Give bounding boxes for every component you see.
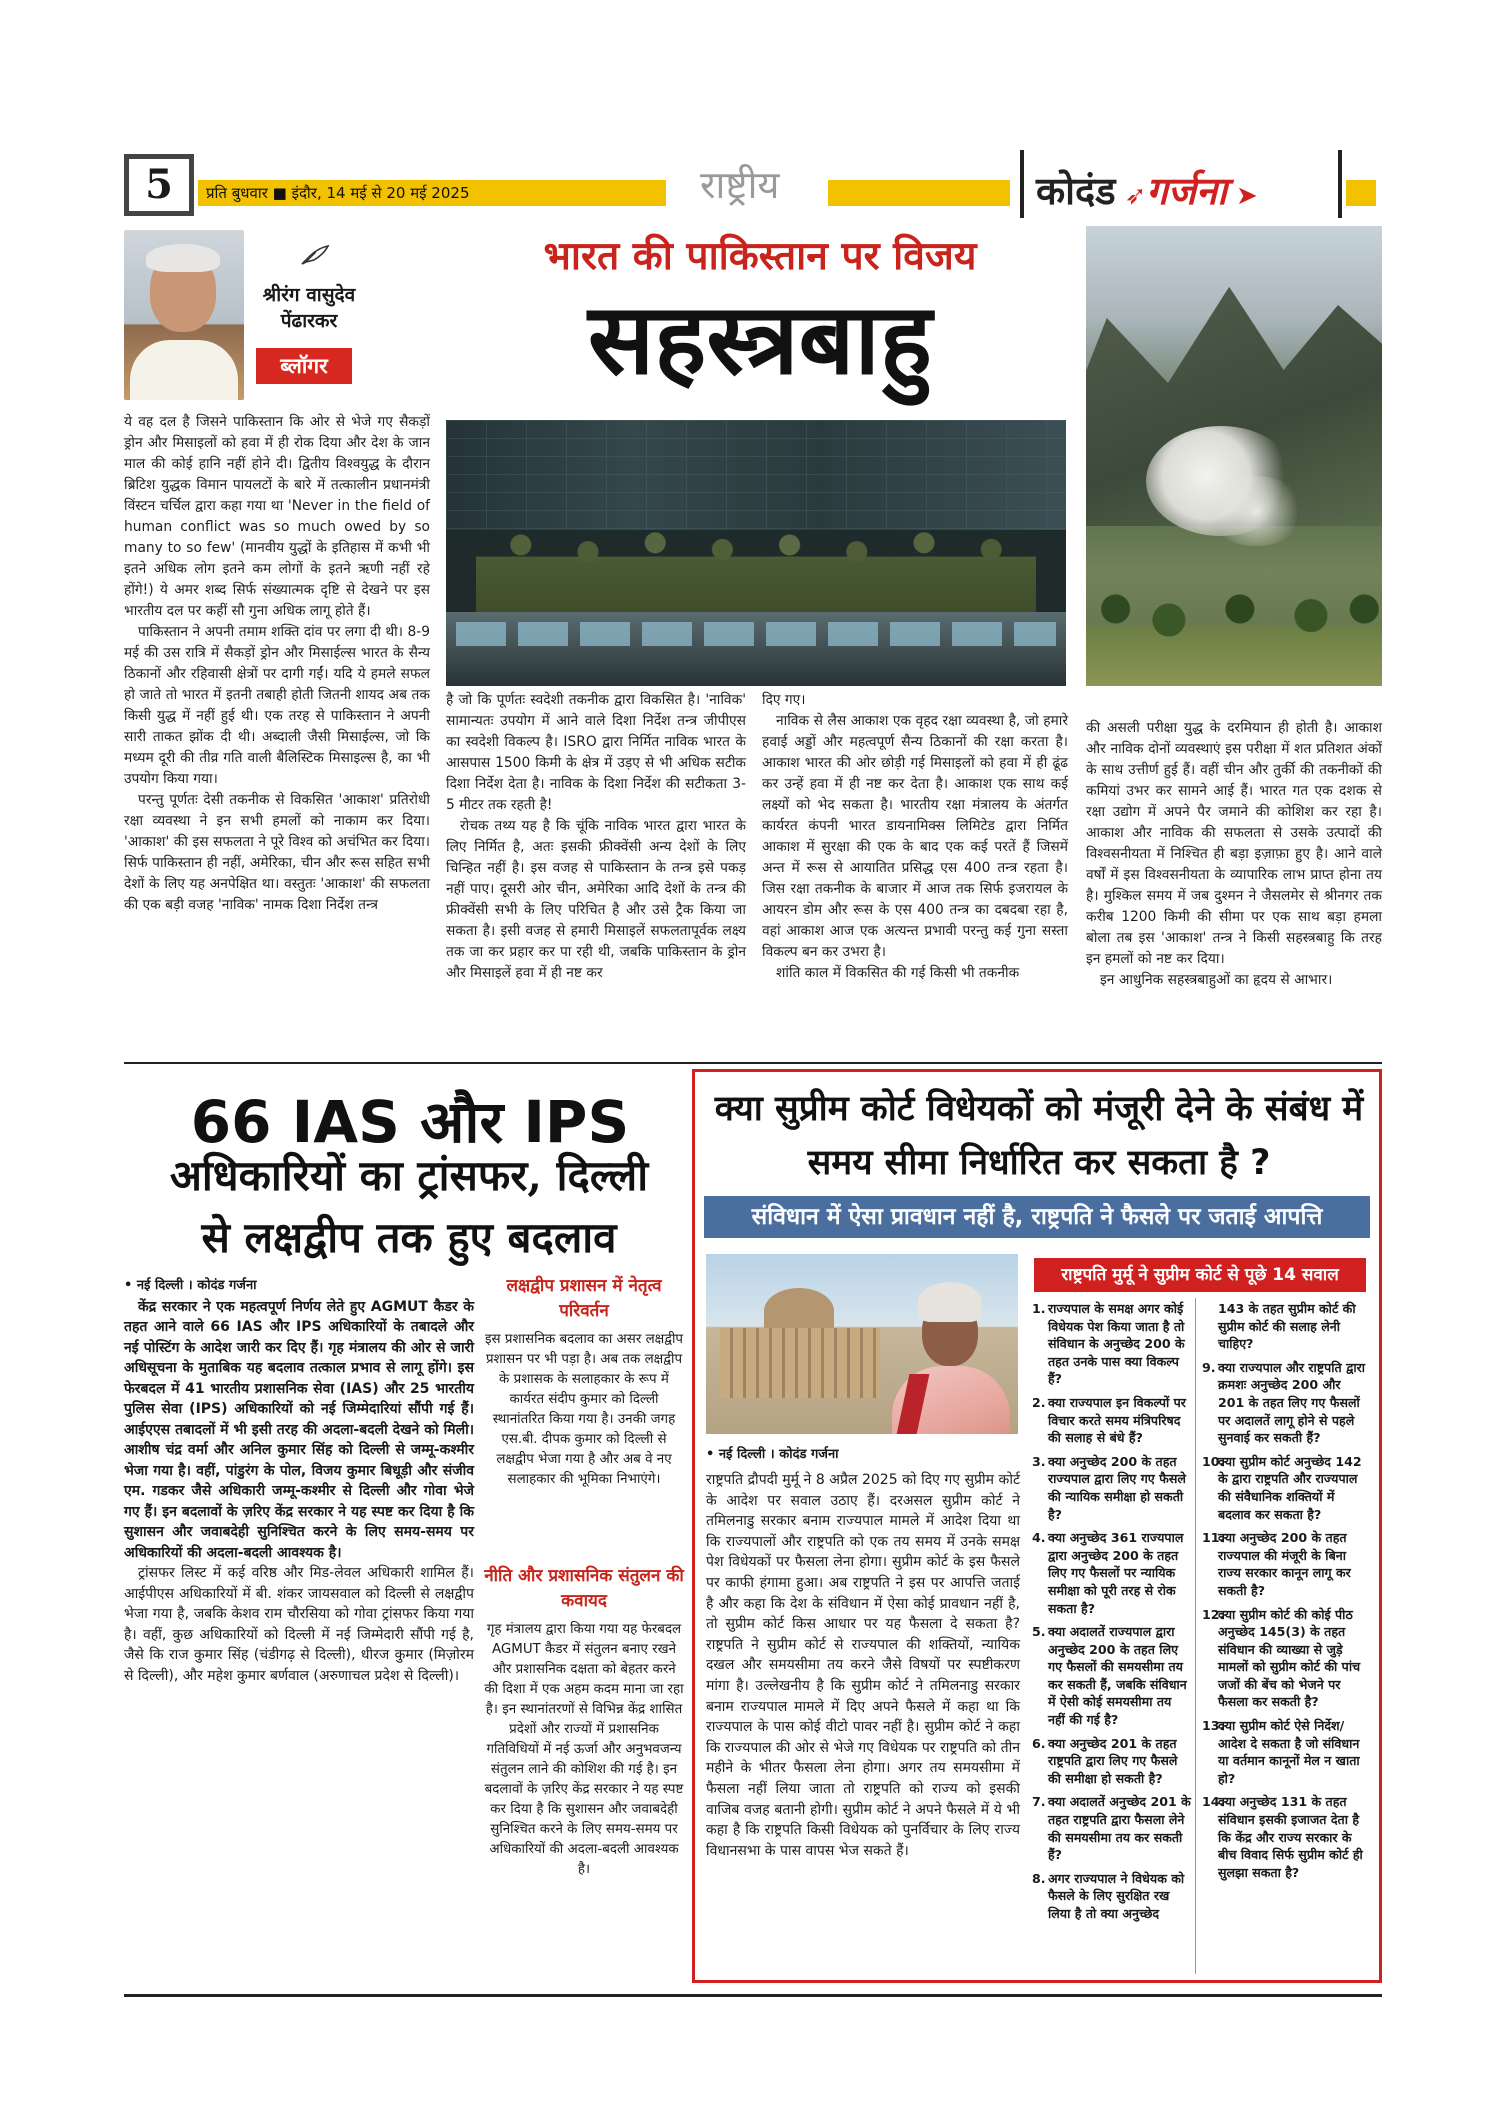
ias-lead: केंद्र सरकार ने एक महत्वपूर्ण निर्णय लेते हुए AGMUT कैडर के तहत आने वाले 66 IAS और IPS अधिकारियों के तबादले और नई पोस्टिंग के आदेश जारी कर दिए हैं। गृह मंत्रालय की ओर से जारी अधिसूचना के मुताबिक यह बदलाव तत्काल प्रभाव से लागू होंगे। इस फेरबदल में 41 भारतीय प्रशासनिक सेवा (IAS) और 25 भारतीय पुलिस सेवा (IPS) अधिकारियों को नई जिम्मेदारियां सौंपी गई हैं। आईएएस तबादलों में भी इसी तरह की अदला-बदली देखने को मिली। आशीष चंद्र वर्मा और अनिल कुमार सिंह को दिल्ली से जम्मू-कश्मीर भेजा गया है। वहीं, पांडुरंग के पोल, विजय कुमार बिधूड़ी और संजीव एम. गडकर जैसे अधिकारी जम्मू-कश्मीर से दिल्ली और गोवा भेजे गए हैं। इन बदलावों के ज़रिए केंद्र सरकार ने यह स्पष्ट कर दिया है कि सुशासन और जवाबदेही सुनिश्चित करने के लिए समय-समय पर अधिकारियों की अदला-बदली आवश्यक है।	[124, 1298, 474, 1561]
paragraph: पाकिस्तान ने अपनी तमाम शक्ति दांव पर लगा दी थी। 8-9 मई की उस रात्रि में सैकड़ों ड्रोन और मिसाईल्स भारत के सैन्य ठिकानों और रहिवासी क्षेत्रों पर दागी गईं। यदि ये हमले सफल हो जाते तो भारत में इतनी तबाही होती जितनी शायद अब तक किसी युद्ध में नहीं हुई थी। एक तरह से पाकिस्तान ने अपनी सारी ताकत झोंक दी थी। अब्दाली जैसी मिसाईल्स, जो कि मध्यम दूरी की तीव्र गति वाली बैलिस्टिक मिसाइल्स है, का भी उपयोग किया गया।	[124, 624, 430, 787]
section-bar	[828, 180, 1010, 206]
arrow-icon: ➶	[1115, 181, 1147, 211]
paragraph: नाविक से लैस आकाश एक वृहद रक्षा व्यवस्था है, जो हमारे हवाई अड्डों और महत्वपूर्ण सैन्य ठिकानों की रक्षा करता है। आकाश भारत की ओर छोड़ी गई मिसाइलों को हवा में ही ढूंढ कर उन्हें हवा में ही नष्ट कर देता है। आकाश एक साथ कई लक्ष्यों को भेद सकता है। भारतीय रक्षा मंत्रालय के अंतर्गत कार्यरत कंपनी भारत डायनामिक्स लिमिटेड द्वारा निर्मित आकाश में सुरक्षा की एक के बाद एक कई परतें हैं जिसमें अन्त में रूस से आयातित प्रसिद्ध एस 400 तन्त्र रहता है। जिस रक्षा तकनीक के बाजार में आज तक सिर्फ इजरायल के आयरन डोम और रूस के एस 400 तन्त्र का दबदबा रहा है, वहां आकाश आज एक अत्यन्त प्रभावी परन्तु कई गुना सस्ता विकल्प बन कर उभरा है।	[762, 713, 1068, 960]
paragraph: परन्तु पूर्णतः देसी तकनीक से विकसित 'आकाश' प्रतिरोधी रक्षा व्यवस्था ने इन सभी हमलों को नाकाम कर दिया। 'आकाश' की इस सफलता ने पूरे विश्व को अचंभित कर दिया। सिर्फ पाकिस्तान ही नहीं, अमेरिका, चीन और रूस सहित सभी देशों के लिए यह अनपेक्षित था। वस्तुतः 'आकाश' की सफलता की एक बड़ी वजह 'नाविक' नामक दिशा निर्देश तन्त्र	[124, 792, 430, 913]
sc-headline: क्या सुप्रीम कोर्ट विधेयकों को मंजूरी देने के संबंध में समय सीमा निर्धारित कर सकता है ?	[714, 1089, 1364, 1183]
paragraph: ये वह दल है जिसने पाकिस्तान कि ओर से भेजे गए सैकड़ों ड्रोन और मिसाइलों को हवा में ही रोक दिया और देश के जान माल की कोई हानि नहीं होने दी। द्वितीय विश्वयुद्ध के दौरान ब्रिटिश युद्धक विमान पायलटों के बारे में तत्कालीन प्रधानमंत्री विंस्टन चर्चिल द्वारा कहा गया था 'Never in the field of human conflict was so much owed by so many to so few' (मानवीय युद्धों के इतिहास में कभी भी इतने अधिक लोग इतने कम लोगों के इतने ऋणी नहीं रहे होंगे!) ये अमर शब्द सिर्फ संख्यात्मक दृष्टि से देखने पर इस भारतीय दल पर कहीं सौ गुना अधिक लागू होते हैं।	[124, 414, 430, 619]
questions-divider	[1195, 1298, 1196, 1974]
ias-paragraph: ट्रांसफर लिस्ट में कई वरिष्ठ और मिड-लेवल अधिकारी शामिल हैं। आईपीएस अधिकारियों में बी. शंकर जायसवाल को दिल्ली से लक्षद्वीप भेजा गया है, जबकि केशव राम चौरसिया को गोवा ट्रांसफर किया गया है। वहीं, कुछ अधिकारियों को दिल्ली में नई जिम्मेदारी सौंपी गई है, जैसे कि राज कुमार सिंह (चंडीगढ़ से दिल्ली), धीरज कुमार (मिज़ोरम से दिल्ली), और महेश कुमार बर्णवाल (अरुणाचल प्रदेश से दिल्ली)।	[124, 1565, 474, 1684]
paragraph: इन आधुनिक सहस्त्रबाहुओं का हृदय से आभार।	[1100, 972, 1333, 988]
brand-word-2: गर्जना	[1146, 169, 1227, 213]
sc-dateline: • नई दिल्ली । कोदंड गर्जना	[706, 1447, 839, 1462]
brand-logo	[1036, 164, 1258, 216]
ias-dateline: • नई दिल्ली । कोदंड गर्जना	[124, 1278, 257, 1293]
question-item: 7. क्या अदालतें अनुच्छेद 201 के तहत राष्ट्रपति द्वारा फैसला लेने की समयसीमा तय कर सकती हैं?	[1032, 1794, 1191, 1863]
president-court-photo	[706, 1254, 1018, 1434]
author-name: श्रीरंग वासुदेव पेंढारकर	[262, 284, 356, 332]
page-number: 5	[124, 154, 194, 216]
author-photo	[124, 230, 244, 400]
paragraph: शांति काल में विकसित की गई किसी भी तकनीक	[776, 965, 1020, 981]
paragraph: है जो कि पूर्णतः स्वदेशी तकनीक द्वारा विकसित है। 'नाविक' सामान्यतः उपयोग में आने वाले दिशा निर्देश तन्त्र जीपीएस का स्वदेशी विकल्प है। ISRO द्वारा निर्मित नाविक भारत के आसपास 1500 किमी के क्षेत्र में उड़ए से भी अधिक सटीक दिशा निर्देश देता है। नाविक के दिशा निर्देश की सटीकता 3-5 मीटर तक रहती है!	[446, 692, 746, 813]
question-item: 11.क्या अनुच्छेद 200 के तहत राज्यपाल की मंजूरी के बिना राज्य सरकार कानून लागू कर सकती है?	[1202, 1530, 1351, 1598]
sc-strapline: संविधान में ऐसा प्रावधान नहीं है, राष्ट्रपति ने फैसले पर जताई आपत्ति	[704, 1196, 1370, 1238]
ias-headline-line-1: 66 IAS और IPS	[190, 1088, 630, 1156]
sc-body: राष्ट्रपति द्रौपदी मुर्मू ने 8 अप्रैल 2025 को दिए गए सुप्रीम कोर्ट के आदेश पर सवाल उठाए हैं। दरअसल सुप्रीम कोर्ट ने तमिलनाडु सरकार बनाम राज्यपाल मामले में आदेश दिया था कि राज्यपालों और राष्ट्रपति को एक तय समय में उनके समक्ष पेश विधेयकों पर फैसला लेना होगा। सुप्रीम कोर्ट के इस फैसले पर काफी हंगामा हुआ। अब राष्ट्रपति ने इस पर आपत्ति जताई है और कहा कि देश के संविधान में ऐसा कोई प्रावधान नहीं है, तो सुप्रीम कोर्ट किस आधार पर यह फैसला दे सकता है? राष्ट्रपति ने सुप्रीम कोर्ट से राज्यपाल की शक्तियों, न्यायिक दखल और समयसीमा तय करने जैसे विषयों पर स्पष्टीकरण मांगा है। उल्लेखनीय है कि सुप्रीम कोर्ट ने तमिलनाडु सरकार बनाम राज्यपाल मामले में दिए अपने फैसले में कहा था कि राज्यपाल के पास कोई वीटो पावर नहीं है। सुप्रीम कोर्ट ने कहा कि राज्यपाल की ओर से भेजे गए विधेयक पर राष्ट्रपति को तीन महीने के भीतर फैसला लेना होगा। अगर तय समयसीमा में फैसला नहीं लिया जाता तो राष्ट्रपति को राज्य को इसकी वाजिब वजह बतानी होगी। सुप्रीम कोर्ट ने अपने फैसले में ये भी कहा है कि राष्ट्रपति किसी विधेयक को पुनर्विचार के लिए राज्य विधानसभा के पास वापस भेज सकते हैं।	[706, 1472, 1020, 1859]
story-kicker: भारत की पाकिस्तान पर विजय	[543, 233, 977, 279]
paragraph: रोचक तथ्य यह है कि चूंकि नाविक भारत द्वारा भारत के लिए निर्मित है, अतः इसकी फ्रीक्वेंसी अन्य देशों के लिए चिन्हित नहीं है। इस वजह से पाकिस्तान के तन्त्र इसे पकड़ नहीं पाए। दूसरी ओर चीन, अमेरिका आदि देशों के तन्त्र की फ्रीक्वेंसी सभी के लिए परिचित है और उसे ट्रैक किया जा सकता है। इसी वजह से हमारी मिसाइलें सफलतापूर्वक लक्ष्य तक जा कर प्रहार कर पा रही थी, जबकि पाकिस्तान के ड्रोन और मिसाइलें हवा में ही नष्ट कर	[446, 818, 746, 981]
question-item: 4. क्या अनुच्छेद 361 राज्यपाल द्वारा अनुच्छेद 200 के तहत लिए गए फैसलों पर न्यायिक समीक्षा को पूरी तरह से रोक सकता है?	[1032, 1530, 1184, 1616]
quill-pen-icon	[300, 244, 330, 266]
question-item: 2. क्या राज्यपाल इन विकल्पों पर विचार करते समय मंत्रिपरिषद की सलाह से बंधे हैं?	[1032, 1394, 1186, 1446]
dateline: प्रति बुधवार ■ इंदौर, 14 मई से 20 मई 2025	[206, 184, 470, 202]
brand-word-1: कोदंड	[1036, 169, 1116, 213]
question-item: 13.क्या सुप्रीम कोर्ट ऐसे निर्देश/आदेश दे सकता है जो संविधान या वर्तमान कानूनों मेल न खाता हो?	[1202, 1718, 1360, 1786]
question-item: 14.क्या अनुच्छेद 131 के तहत संविधान इसकी इजाजत देता है कि केंद्र और राज्य सरकार के बीच विवाद सिर्फ सुप्रीम कोर्ट ही सुलझा सकता है?	[1202, 1794, 1363, 1880]
ias-headline-line-3: से लक्षद्वीप तक हुए बदलाव	[201, 1213, 617, 1262]
ias-body	[124, 1276, 474, 1686]
story-column-4	[1086, 718, 1382, 991]
question-item: 8. अगर राज्यपाल ने विधेयक को फैसले के लिए सुरक्षित रख लिया है तो क्या अनुच्छेद	[1032, 1870, 1185, 1921]
brand-yellow-block	[1346, 180, 1376, 206]
ias-headline-line-2: अधिकारियों का ट्रांसफर, दिल्ली	[169, 1151, 649, 1200]
paragraph: की असली परीक्षा युद्ध के दरमियान ही होती है। आकाश और नाविक दोनों व्यवस्थाएं इस परीक्षा में शत प्रतिशत अंकों के साथ उत्तीर्ण हुई हैं। वहीं चीन और तुर्की की तकनीकों की कमियां उभर कर सामने आई हैं। भारत गत एक दशक से रक्षा उद्योग में अपने पैर जमाने की कोशिश कर रहा है। आकाश और नाविक की सफलता से उसके उत्पादों की विश्वसनीयता में निश्चित ही बड़ा इज़ाफ़ा हुए है। आने वाले वर्षों में इस विश्वसनीयता के व्यापारिक लाभ प्राप्त होना तय है। मुश्किल समय में जब दुश्मन ने जैसलमेर से श्रीनगर तक करीब 1200 किमी की सीमा पर एक साथ बड़ा हमला बोला तब इस 'आकाश' तन्त्र ने किसी सहस्त्रबाहु कि तरह इन हमलों को नष्ट कर दिया।	[1086, 720, 1382, 967]
author-role-badge: ब्लॉगर	[256, 348, 352, 384]
question-item: 5. क्या अदालतें राज्यपाल द्वारा अनुच्छेद 200 के तहत लिए गए फैसलों की समयसीमा तय कर सकती हैं, जबकि संविधान में ऐसी कोई समयसीमा तय नहीं की गई है?	[1032, 1624, 1187, 1728]
subhead-policy: नीति और प्रशासनिक संतुलन की कवायद	[484, 1566, 684, 1611]
questions-banner: राष्ट्रपति मुर्मू ने सुप्रीम कोर्ट से पूछे 14 सवाल	[1034, 1258, 1366, 1292]
question-item: 6. क्या अनुच्छेद 201 के तहत राष्ट्रपति द्वारा लिए गए फैसले की समीक्षा हो सकती है?	[1032, 1735, 1178, 1786]
story-column-1	[124, 412, 430, 916]
strike-smoke-photo	[1086, 226, 1382, 686]
question-item: 143 के तहत सुप्रीम कोर्ट की सुप्रीम कोर्ट की सलाह लेनी चाहिए?	[1218, 1301, 1356, 1352]
subhead-lakshadweep: लक्षद्वीप प्रशासन में नेतृत्व परिवर्तन	[506, 1276, 662, 1321]
questions-list-left	[1032, 1300, 1192, 1929]
question-item: 1. राज्यपाल के समक्ष अगर कोई विधेयक पेश किया जाता है तो संविधान के अनुच्छेद 200 के तहत उनके पास क्या विकल्प हैं?	[1032, 1301, 1185, 1387]
story-column-3	[762, 690, 1068, 984]
section-title: राष्ट्रीय	[700, 163, 780, 207]
question-item: 9. क्या राज्यपाल और राष्ट्रपति द्वारा क्रमशः अनुच्छेद 200 और 201 के तहत लिए गए फैसलों पर अदालतें लागू होने से पहले सुनवाई कर सकती हैं?	[1202, 1359, 1366, 1446]
brand-divider-right	[1338, 150, 1342, 218]
subtext-policy: गृह मंत्रालय द्वारा किया गया यह फेरबदल AGMUT कैडर में संतुलन बनाए रखने और प्रशासनिक दक्षता को बेहतर करने की दिशा में एक अहम कदम माना जा रहा है। इन स्थानांतरणों से विभिन्न केंद्र शासित प्रदेशों और राज्यों में प्रशासनिक गतिविधियों में नई ऊर्जा और अनुभवजन्य संतुलन लाने की कोशिश की गई है। इन बदलावों के ज़रिए केंद्र सरकार ने यह स्पष्ट कर दिया है कि सुशासन और जवाबदेही सुनिश्चित करने के लिए समय-समय पर अधिकारियों की अदला-बदली आवश्यक है।	[484, 1622, 684, 1877]
section-rule	[124, 1062, 1382, 1064]
question-item: 3. क्या अनुच्छेद 200 के तहत राज्यपाल द्वारा लिए गए फैसले की न्यायिक समीक्षा हो सकती है?	[1032, 1453, 1186, 1522]
question-item: 12.क्या सुप्रीम कोर्ट की कोई पीठ अनुच्छेद 145(3) के तहत संविधान की व्याख्या से जुड़े मामलों को सुप्रीम कोर्ट की पांच जजों की बेंच को भेजने पर फैसला कर सकती है?	[1202, 1606, 1361, 1710]
story-column-2	[446, 690, 746, 984]
control-room-photo	[446, 420, 1066, 686]
question-item: 10.क्या सुप्रीम कोर्ट अनुच्छेद 142 के द्वारा राष्ट्रपति और राज्यपाल की संवैधानिक शक्तियों में बदलाव कर सकता है?	[1202, 1453, 1362, 1522]
brand-divider-left	[1020, 150, 1024, 218]
paragraph: दिए गए।	[762, 692, 806, 708]
arrowhead-icon: ➤	[1226, 181, 1258, 211]
subtext-lakshadweep: इस प्रशासनिक बदलाव का असर लक्षद्वीप प्रशासन पर भी पड़ा है। अब तक लक्षद्वीप के प्रशासक के सलाहकार के रूप में कार्यरत संदीप कुमार को दिल्ली स्थानांतरित किया गया है। उनकी जगह एस.बी. दीपक कुमार को दिल्ली से लक्षद्वीप भेजा गया है और अब वे नए सलाहकार की भूमिका निभाएंगे।	[484, 1332, 684, 1487]
bottom-rule	[124, 1994, 1382, 1997]
story-headline: सहस्त्रबाहु	[588, 282, 932, 397]
questions-list-right	[1202, 1300, 1370, 1887]
